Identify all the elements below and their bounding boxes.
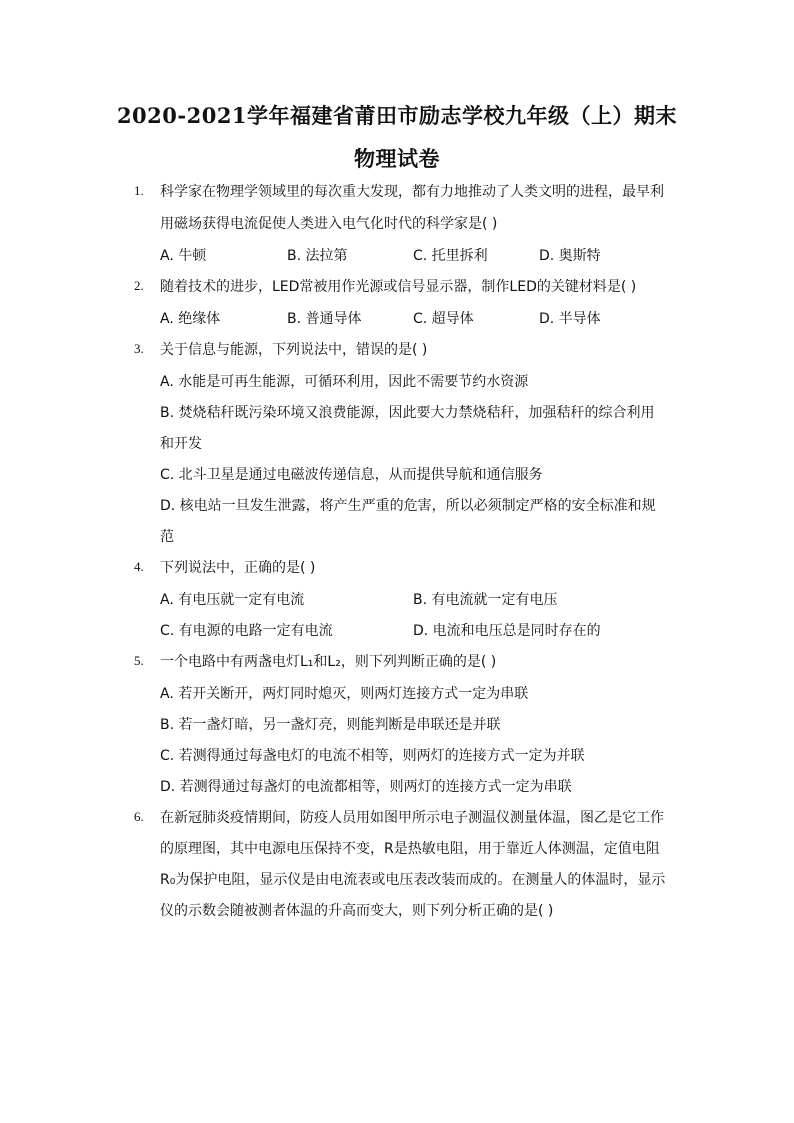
option-c[interactable]: C. 托里拆利	[413, 248, 488, 264]
option-a[interactable]: A. 有电压就一定有电流	[160, 592, 305, 608]
question-text-line: 随着技术的进步，LED常被用作光源或信号显示器，制作LED的关键材料是( )	[160, 279, 637, 295]
option-b[interactable]: B. 普通导体	[287, 311, 362, 327]
option-d[interactable]: D. 奥斯特	[539, 248, 601, 264]
option-c[interactable]: C. 超导体	[413, 311, 474, 327]
option-d[interactable]: D. 电流和电压总是同时存在的	[413, 623, 601, 639]
option-a[interactable]: A. 牛顿	[160, 248, 207, 264]
question-text-line: 仪的示数会随被测者体温的升高而变大，则下列分析正确的是( )	[160, 903, 554, 919]
option-b[interactable]: B. 法拉第	[287, 248, 348, 264]
question-number: 3.	[134, 341, 144, 356]
option-d-continued: 范	[160, 529, 174, 545]
option-a[interactable]: A. 绝缘体	[160, 311, 221, 327]
option-c[interactable]: C. 若测得通过每盏电灯的电流不相等，则两灯的连接方式一定为并联	[160, 748, 585, 764]
exam-title-line1: 2020-2021学年福建省莆田市励志学校九年级（上）期末	[116, 103, 678, 128]
question-text-line: 关于信息与能源，下列说法中，错误的是( )	[160, 342, 428, 358]
question-text-line: 一个电路中有两盏电灯L₁和L₂，则下列判断正确的是( )	[160, 654, 497, 670]
option-d[interactable]: D. 若测得通过每盏灯的电流都相等，则两灯的连接方式一定为串联	[160, 779, 572, 795]
exam-title-line2: 物理试卷	[354, 146, 440, 171]
question-text-line: R₀为保护电阻，显示仪是由电流表或电压表改装而成的。在测量人的体温时，显示	[160, 872, 666, 888]
question-text-line: 用磁场获得电流促使人类进入电气化时代的科学家是( )	[160, 216, 498, 232]
option-b[interactable]: B. 若一盏灯暗，另一盏灯亮，则能判断是串联还是并联	[160, 717, 501, 733]
question-number: 2.	[134, 278, 144, 293]
question-text-line: 下列说法中，正确的是( )	[160, 560, 316, 576]
option-d[interactable]: D. 核电站一旦发生泄露，将产生严重的危害，所以必须制定严格的安全标准和规	[160, 498, 656, 514]
option-b-continued: 和开发	[160, 436, 202, 452]
question-text-line: 科学家在物理学领域里的每次重大发现，都有力地推动了人类文明的进程，最早利	[160, 184, 664, 200]
option-c[interactable]: C. 有电源的电路一定有电流	[160, 623, 333, 639]
option-b[interactable]: B. 焚烧秸秆既污染环境又浪费能源，因此要大力禁烧秸秆，加强秸秆的综合利用	[160, 405, 655, 421]
option-d[interactable]: D. 半导体	[539, 311, 601, 327]
question-text-line: 的原理图，其中电源电压保持不变，R是热敏电阻，用于靠近人体测温，定值电阻	[160, 841, 660, 857]
question-number: 6.	[134, 809, 144, 824]
question-text-line: 在新冠肺炎疫情期间，防疫人员用如图甲所示电子测温仪测量体温，图乙是它工作	[160, 810, 664, 826]
question-number: 1.	[134, 183, 144, 198]
option-c[interactable]: C. 北斗卫星是通过电磁波传递信息，从而提供导航和通信服务	[160, 467, 543, 483]
option-a[interactable]: A. 水能是可再生能源，可循环利用，因此不需要节约水资源	[160, 374, 529, 390]
option-a[interactable]: A. 若开关断开，两灯同时熄灭，则两灯连接方式一定为串联	[160, 686, 529, 702]
option-b[interactable]: B. 有电流就一定有电压	[413, 592, 558, 608]
question-number: 4.	[134, 559, 144, 574]
question-number: 5.	[134, 653, 144, 668]
